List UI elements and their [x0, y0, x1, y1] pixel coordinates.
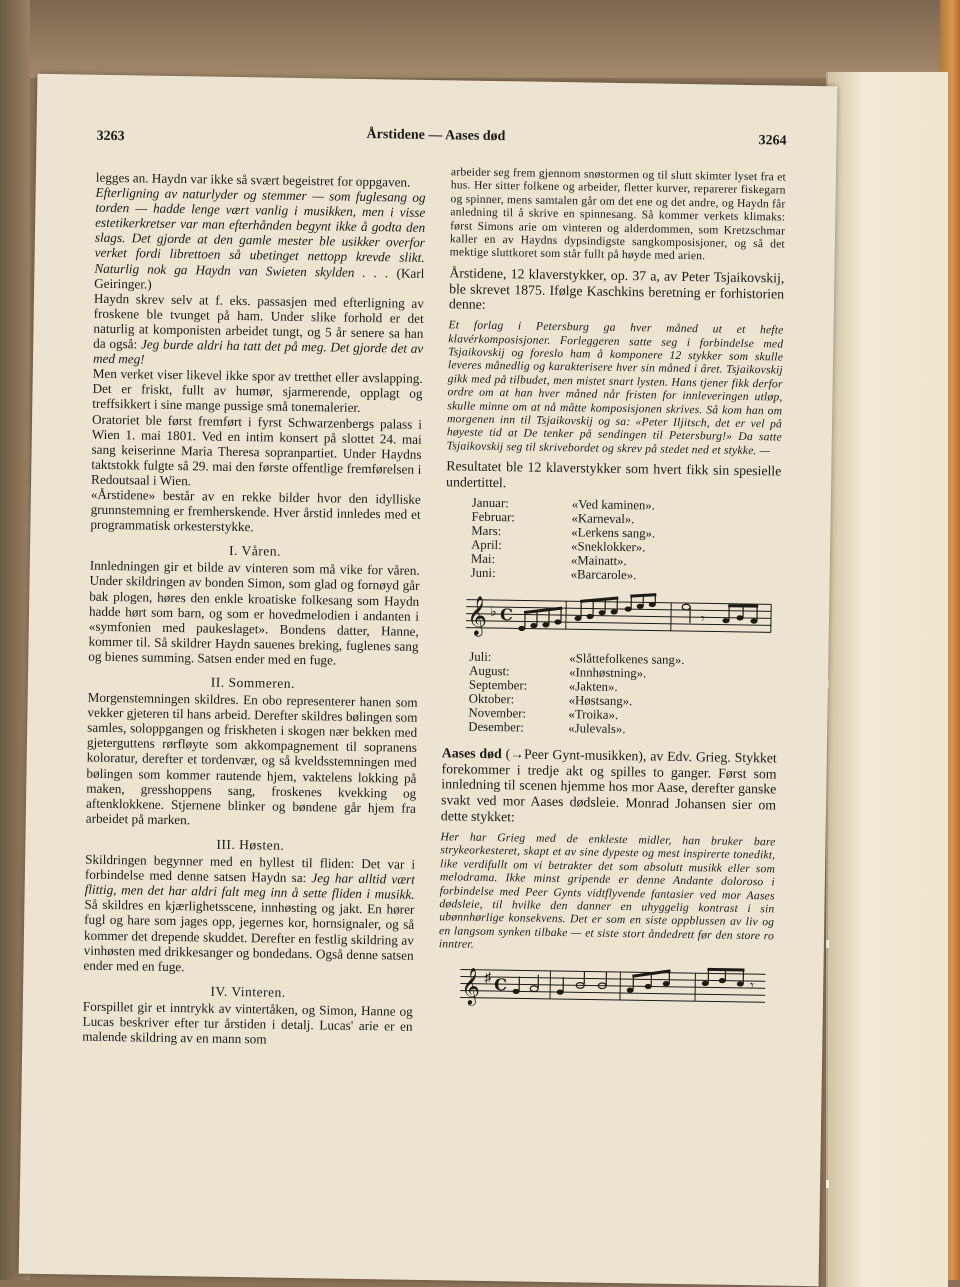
month-row: [471, 538, 655, 555]
music-notation-tchaikovsky: [466, 589, 777, 644]
svg-text:𝄞: 𝄞: [467, 595, 488, 636]
section-heading-autumn: III. Høsten.: [85, 835, 415, 855]
month-title: «Mainatt».: [571, 553, 655, 568]
svg-text:𝄾: 𝄾: [750, 979, 754, 994]
svg-text:𝄞: 𝄞: [461, 966, 481, 1005]
month-name: April:: [471, 538, 571, 554]
month-title: «Lerkens sang».: [571, 525, 655, 540]
quote-text: Jeg burde aldri ha tatt det på meg. Det gjorde det av med meg!: [93, 336, 423, 366]
month-row: [471, 566, 655, 583]
month-title: «Troika».: [568, 707, 683, 723]
month-title: «Sneklokker».: [571, 539, 655, 554]
paragraph: «Årstidene» består av en rekke bilder hvor den idylliske grunnstemning er fremherskende. Hver årstid innledes med et programmatisk orkesterstykke.: [90, 487, 421, 537]
paragraph-text: Haydn skrev selv at f. eks. passasjen med efterligning av froskene ble tvunget på ham. Under slike forhold er det naturlig at komponisten arbeidet tungt, og 5 år senere sa han da også:: [93, 290, 424, 351]
quote-paragraph: Et forlag i Petersburg ga hver måned ut et hefte klavérkomposisjoner. Forleggeren satte seg i forbindelse med Tsjaikovskij og foreslo ham å komponere 12 stykker som skulle leveres månedlig og karakterisere hver sin måned i året. Tsjaikovskij gikk med på tilbudet, men mistet snart lysten. Hans tjener fikk derfor ordre om at han hver måned når fristen for innleveringen utløp, skulle minne om at nå måtte komposisjonen skrives. Så kom han om morgenen inn til Tsjaikovskij og sa: «Peter Iljitsch, det er vel på høyeste tid at De tenker på sendingen til Petersburg!» Da satte Tsjaikovskij seg til skrivebordet og skrev på stedet ned et stykke. —: [447, 319, 784, 458]
paragraph: [441, 745, 777, 829]
quote-paragraph: Her har Grieg med de enkleste midler, han bruker bare strykeorkesteret, skapt et av sine dypeste og mest inspirerte tonedikt, like verdifullt om vi betrakter det som absolutt musikk eller som melodrama. Ikke minst gripende er denne Andante doloroso i forbindelse med Peer Gynts vidtflyvende fantasier ved mor Aases dødsleie, til hvilke den danner en uhyggelig kontrast i sin ubønnhørlige konsekvens. Det er som en siste oppblussen av liv og en langsom synken tilbake — et siste stort åndedrett før den store ro inntrer.: [439, 830, 776, 956]
book-page: [19, 74, 838, 1286]
left-column: [82, 170, 426, 1049]
paragraph-text: Så skildres en kjærlighetsscene, innhøsting og jakt. En hører fugl og hare som jages opp, jegernes kor, hornsignaler, og så kommer det drepende skuddet. Derefter en festlig skildring av vinhøsten med drikkesanger og bondedans. Også denne satsen ender med en fuge.: [83, 897, 414, 974]
month-title: «Ved kaminen».: [572, 497, 656, 512]
paragraph: Innledningen gir et bilde av vinteren som må vike for våren. Under skildringen av bonden Simon, som glad og fornøyd går bak plogen, høres den enkle kroatiske folkesang som Haydn hadde hørt som barn, og som er hovedmelodien i andanten i «symfonien med paukeslaget». Bondens datter, Hanne, kommer til. Så skildrer Haydn sauenes breking, fuglenes sang og bienes summing. Satsen ender med en fuge.: [88, 558, 420, 669]
paragraph: Oratoriet ble først fremført i fyrst Schwarzenbergs palass i Wien 1. mai 1801. Ved en intim konsert på slottet 24. mai sang keiserinne Maria Theresa sopranpartiet. Under Haydns taktstokk fulgte så 29. mai den første offentlige fremførelsen i Redoutsaal i Wien.: [91, 411, 422, 492]
month-title: «Julevals».: [568, 721, 683, 737]
month-row: [468, 720, 683, 737]
svg-text:C: C: [494, 975, 507, 994]
svg-text:♯: ♯: [484, 970, 492, 985]
month-name: Mars:: [471, 524, 571, 540]
wood-background: [0, 0, 960, 78]
paragraph: legges an. Haydn var ikke så svært begeistret for oppgaven.: [96, 170, 426, 190]
paragraph-text: Skildringen begynner med en hyllest til fliden: Det var i forbindelse med denne satsen Haydn sa:: [85, 852, 415, 886]
month-table-first-half: [471, 496, 656, 583]
svg-text:C: C: [500, 605, 513, 624]
month-title: «Jakten».: [569, 679, 684, 695]
binding-stitch: [826, 940, 829, 948]
paragraph: arbeider seg frem gjennom snøstormen og til slutt skimter lyset fra et hus. Her sitter folkene og arbeider, fletter kurver, reparerer fiskegarn og spinner, mens samtalen går om det ene og det andre, og Haydn får anledning til å skrive en spinnesang. Så kommer verkets klimaks: først Simons arie om vinteren og alderdommen, som Kretzschmar kaller en av Haydns dypsindigste sangkomposisjoner, og så det mektige sluttkoret som står fullt på høyde med arien.: [450, 165, 786, 264]
paragraph: [83, 852, 415, 978]
svg-text:𝄾: 𝄾: [701, 612, 705, 627]
month-title: «Høstsang».: [569, 693, 684, 709]
month-name: Juni:: [471, 566, 571, 582]
paragraph: Men verket viser likevel ikke spor av tretthet eller avslapping. Det er friskt, fullt av humør, sjarmerende, opplagt og treffsikkert i sine mange pussige små tonemalerier.: [92, 366, 423, 416]
paragraph: Resultatet ble 12 klaverstykker som hvert fikk sin spesielle undertittel.: [446, 459, 781, 496]
section-heading-spring: I. Våren.: [90, 541, 420, 561]
music-notation-grieg: [460, 961, 771, 1010]
month-name: Januar:: [472, 496, 572, 512]
section-heading-winter: IV. Vinteren.: [83, 981, 413, 1001]
paragraph: Forspillet gir et inntrykk av vintertåken, og Simon, Hanne og Lucas beskriver efter tur årstiden i detalj. Lucas' arie er en malende skildring av en mann som: [82, 998, 413, 1048]
month-name: Mai:: [471, 552, 571, 568]
month-name: Oktober:: [469, 692, 569, 708]
running-title: Årstidene — Aases død: [366, 127, 505, 145]
month-title: «Slåttefolkenes sang».: [569, 651, 684, 667]
binding-stitch: [826, 1180, 829, 1188]
svg-text:♭: ♭: [490, 605, 497, 620]
paragraph: Morgenstemningen skildres. En obo representerer hanen som vekker gjeteren til hans arbeid. Derefter skildres bølingen som samles, soloppgangen og friskheten i skogen nær bekken med gjeterguttens rørfløyte som akkompagnement til sopranens koloratur, derefter et tordenvær, og så kveldsstemningen med bølingen som kommer rautende hjem, vaktelens lokking på maken, gresshoppens sang, froskenes kvekking og aftenklokkene. Stjernene blinker og bøndene går hjem fra arbeidet på marken.: [86, 690, 418, 831]
page-number-left: 3263: [96, 129, 124, 145]
month-title: «Innhøstning».: [569, 665, 684, 681]
quote-attribution: (Karl Geiringer.): [94, 265, 424, 291]
quote-paragraph: [94, 185, 426, 296]
page-header: [96, 123, 786, 158]
right-column: [438, 165, 786, 1020]
paragraph: Årstidene, 12 klaverstykker, op. 37 a, av Peter Tsjaikovskij, ble skrevet 1875. Ifølge Kaschkins beretning er forhistorien denne:: [449, 265, 785, 318]
month-name: August:: [469, 664, 569, 680]
paragraph-text: (→Peer Gynt-musikken), av Edv. Grieg. Stykket forekommer i tredje akt og spilles to ganger. Først som innledning til scenen hjemme hos mor Aase, derefter ganske svakt ved mor Aases dødsleie. Monrad Johansen sier om dette stykket:: [441, 746, 777, 824]
paragraph: [93, 290, 424, 371]
next-page-edge: [826, 72, 948, 1287]
month-name: November:: [468, 706, 568, 722]
month-title: «Barcarole».: [571, 567, 655, 582]
month-table-second-half: [468, 650, 684, 737]
month-title: «Karneval».: [571, 511, 655, 526]
section-heading-summer: II. Sommeren.: [88, 673, 418, 693]
quote-text: Efterligning av naturlyder og stemmer — som fuglesang og torden — hadde lenge vært vanlig i musikken, men i visse estetikerkretser var man efterhånden begynt ikke å godta den slags. Det gjorde at den gamle mester ble usikker overfor verket fordi librettoen så ubetinget nettopp krevde slikt. Naturlig nok ga Haydn van Swieten skylden . . .: [94, 185, 425, 280]
quote-text: Jeg har alltid vært flittig, men det har aldri falt meg inn å sette fliden i musikk.: [85, 870, 415, 902]
month-name: Februar:: [471, 510, 571, 526]
month-name: September:: [469, 678, 569, 694]
month-name: Desember:: [468, 720, 568, 736]
month-name: Juli:: [469, 650, 569, 666]
page-number-right: 3264: [758, 133, 786, 149]
entry-title: Aases død: [442, 745, 502, 761]
